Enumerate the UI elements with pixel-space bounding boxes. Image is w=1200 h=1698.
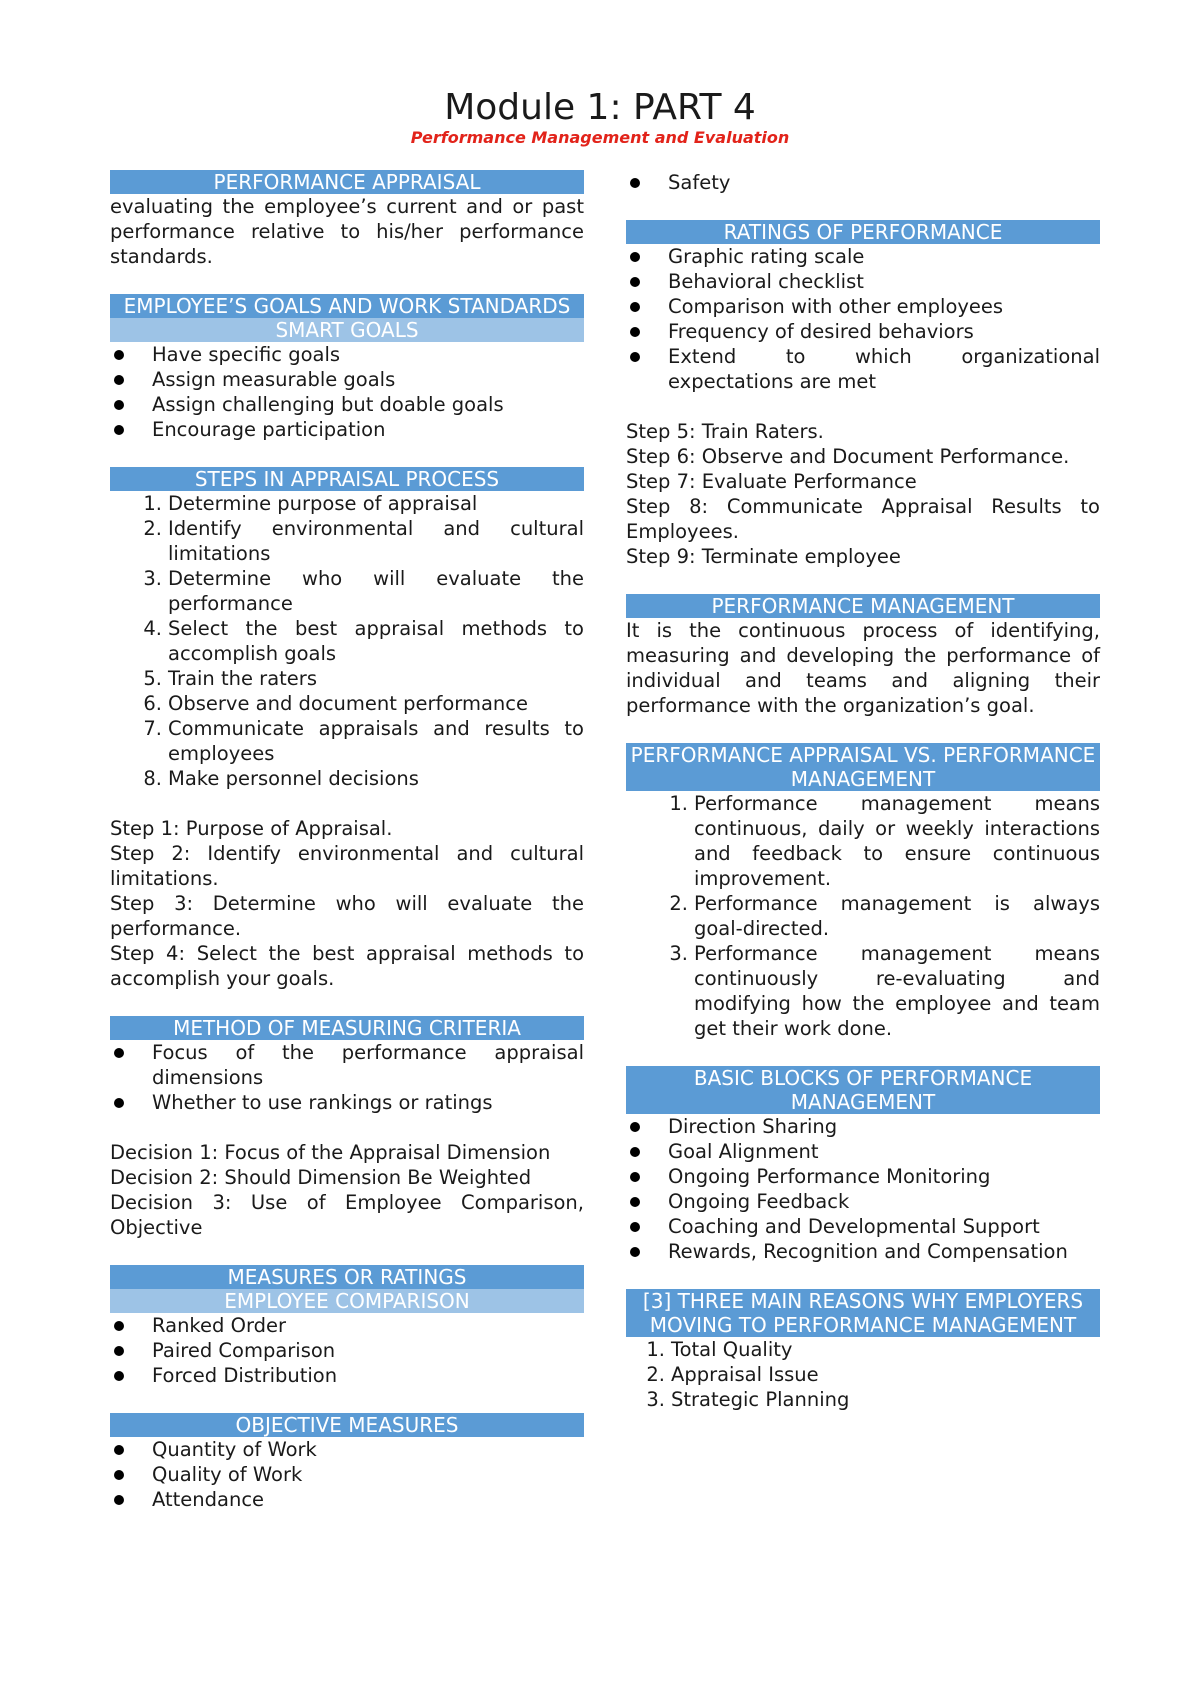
- objective-measures-list: [110, 1437, 584, 1512]
- step-line: Step 1: Purpose of Appraisal.: [110, 817, 393, 840]
- criteria-list: [110, 1040, 584, 1115]
- step-line: Step 2: Identify environmental and cultural limitations.: [110, 842, 584, 890]
- ratings-list: [626, 244, 1100, 394]
- list-item: Safety: [626, 170, 1100, 195]
- performance-management-definition: It is the continuous process of identifying, measuring and developing the performance of individual and teams and aligning their performance with the organization’s goal.: [626, 619, 1100, 717]
- list-item: Have specific goals: [110, 342, 584, 367]
- section-heading-ratings-of-performance: RATINGS OF PERFORMANCE: [626, 220, 1100, 244]
- list-item: Goal Alignment: [626, 1139, 1100, 1164]
- basic-blocks-list: [626, 1114, 1100, 1264]
- list-item: 3. Determine who will evaluate the performance: [143, 567, 584, 615]
- list-item: Behavioral checklist: [626, 269, 1100, 294]
- list-item: 3. Strategic Planning: [646, 1388, 850, 1411]
- list-item: Rewards, Recognition and Compensation: [626, 1239, 1100, 1264]
- appraisal-steps-list: [110, 491, 584, 791]
- list-item: Coaching and Developmental Support: [626, 1214, 1100, 1239]
- section-heading-employee-goals: EMPLOYEE’S GOALS AND WORK STANDARDS: [110, 294, 584, 318]
- list-item: 1. Total Quality: [646, 1338, 793, 1361]
- list-item: 6. Observe and document performance: [143, 692, 528, 715]
- list-item: Frequency of desired behaviors: [626, 319, 1100, 344]
- list-item: Assign challenging but doable goals: [110, 392, 584, 417]
- list-item: 4. Select the best appraisal methods to accomplish goals: [143, 617, 584, 665]
- list-item: 1. Performance management means continuous, daily or weekly interactions and feedback to ensure continuous improvement.: [669, 792, 1100, 890]
- left-column: [110, 170, 584, 1512]
- step-line: Step 8: Communicate Appraisal Results to Employees.: [626, 495, 1100, 543]
- decision-line: Decision 2: Should Dimension Be Weighted: [110, 1166, 532, 1189]
- smart-goals-list: [110, 342, 584, 442]
- list-item: Encourage participation: [110, 417, 584, 442]
- objective-measures-list-continued: [626, 170, 1100, 195]
- list-item: 5. Train the raters: [143, 667, 317, 690]
- section-heading-performance-management: PERFORMANCE MANAGEMENT: [626, 594, 1100, 618]
- three-reasons-list: [626, 1337, 1100, 1412]
- section-heading-measures-ratings: MEASURES OR RATINGS: [110, 1265, 584, 1289]
- list-item: Ongoing Feedback: [626, 1189, 1100, 1214]
- list-item: 2. Appraisal Issue: [646, 1363, 819, 1386]
- page-subtitle: Performance Management and Evaluation: [410, 128, 790, 147]
- list-item: Assign measurable goals: [110, 367, 584, 392]
- list-item: Whether to use rankings or ratings: [110, 1090, 584, 1115]
- step-line: Step 6: Observe and Document Performance.: [626, 445, 1070, 468]
- list-item: Ongoing Performance Monitoring: [626, 1164, 1100, 1189]
- list-item: 8. Make personnel decisions: [143, 767, 419, 790]
- page-title: Module 1: PART 4: [444, 87, 756, 128]
- performance-appraisal-definition: evaluating the employee’s current and or past performance relative to his/her performance standards.: [110, 195, 584, 268]
- section-heading-objective-measures: OBJECTIVE MEASURES: [110, 1413, 584, 1437]
- list-item: Direction Sharing: [626, 1114, 1100, 1139]
- employee-comparison-list: [110, 1313, 584, 1388]
- decision-line: Decision 3: Use of Employee Comparison, Objective: [110, 1191, 584, 1239]
- section-heading-three-reasons: [3] THREE MAIN REASONS WHY EMPLOYERS MOVING TO PERFORMANCE MANAGEMENT: [626, 1289, 1100, 1337]
- list-item: Quality of Work: [110, 1462, 584, 1487]
- list-item: Paired Comparison: [110, 1338, 584, 1363]
- list-item: Attendance: [110, 1487, 584, 1512]
- section-heading-performance-appraisal: PERFORMANCE APPRAISAL: [110, 170, 584, 194]
- list-item: Ranked Order: [110, 1313, 584, 1338]
- step-line: Step 3: Determine who will evaluate the performance.: [110, 892, 584, 940]
- subheading-employee-comparison: EMPLOYEE COMPARISON: [110, 1289, 584, 1313]
- list-item: 7. Communicate appraisals and results to employees: [143, 717, 584, 765]
- list-item: 2. Performance management is always goal-directed.: [669, 892, 1100, 940]
- list-item: Graphic rating scale: [626, 244, 1100, 269]
- step-line: Step 9: Terminate employee: [626, 545, 901, 568]
- step-line: Step 5: Train Raters.: [626, 420, 824, 443]
- step-line: Step 7: Evaluate Performance: [626, 470, 917, 493]
- list-item: Focus of the performance appraisal dimensions: [110, 1040, 584, 1090]
- subheading-smart-goals: SMART GOALS: [110, 318, 584, 342]
- section-heading-measuring-criteria: METHOD OF MEASURING CRITERIA: [110, 1016, 584, 1040]
- list-item: Forced Distribution: [110, 1363, 584, 1388]
- list-item: Quantity of Work: [110, 1437, 584, 1462]
- section-heading-appraisal-vs-management: PERFORMANCE APPRAISAL VS. PERFORMANCE MANAGEMENT: [626, 743, 1100, 791]
- section-heading-appraisal-steps: STEPS IN APPRAISAL PROCESS: [110, 467, 584, 491]
- right-column: [626, 170, 1100, 1412]
- section-heading-basic-blocks: BASIC BLOCKS OF PERFORMANCE MANAGEMENT: [626, 1066, 1100, 1114]
- list-item: 2. Identify environmental and cultural limitations: [143, 517, 584, 565]
- list-item: Extend to which organizational expectations are met: [626, 344, 1100, 394]
- step-line: Step 4: Select the best appraisal methods to accomplish your goals.: [110, 942, 584, 990]
- list-item: 3. Performance management means continuously re-evaluating and modifying how the employee and team get their work done.: [669, 942, 1100, 1040]
- list-item: Comparison with other employees: [626, 294, 1100, 319]
- appraisal-vs-management-list: [626, 791, 1100, 1041]
- decision-line: Decision 1: Focus of the Appraisal Dimension: [110, 1141, 551, 1164]
- list-item: 1. Determine purpose of appraisal: [143, 492, 478, 515]
